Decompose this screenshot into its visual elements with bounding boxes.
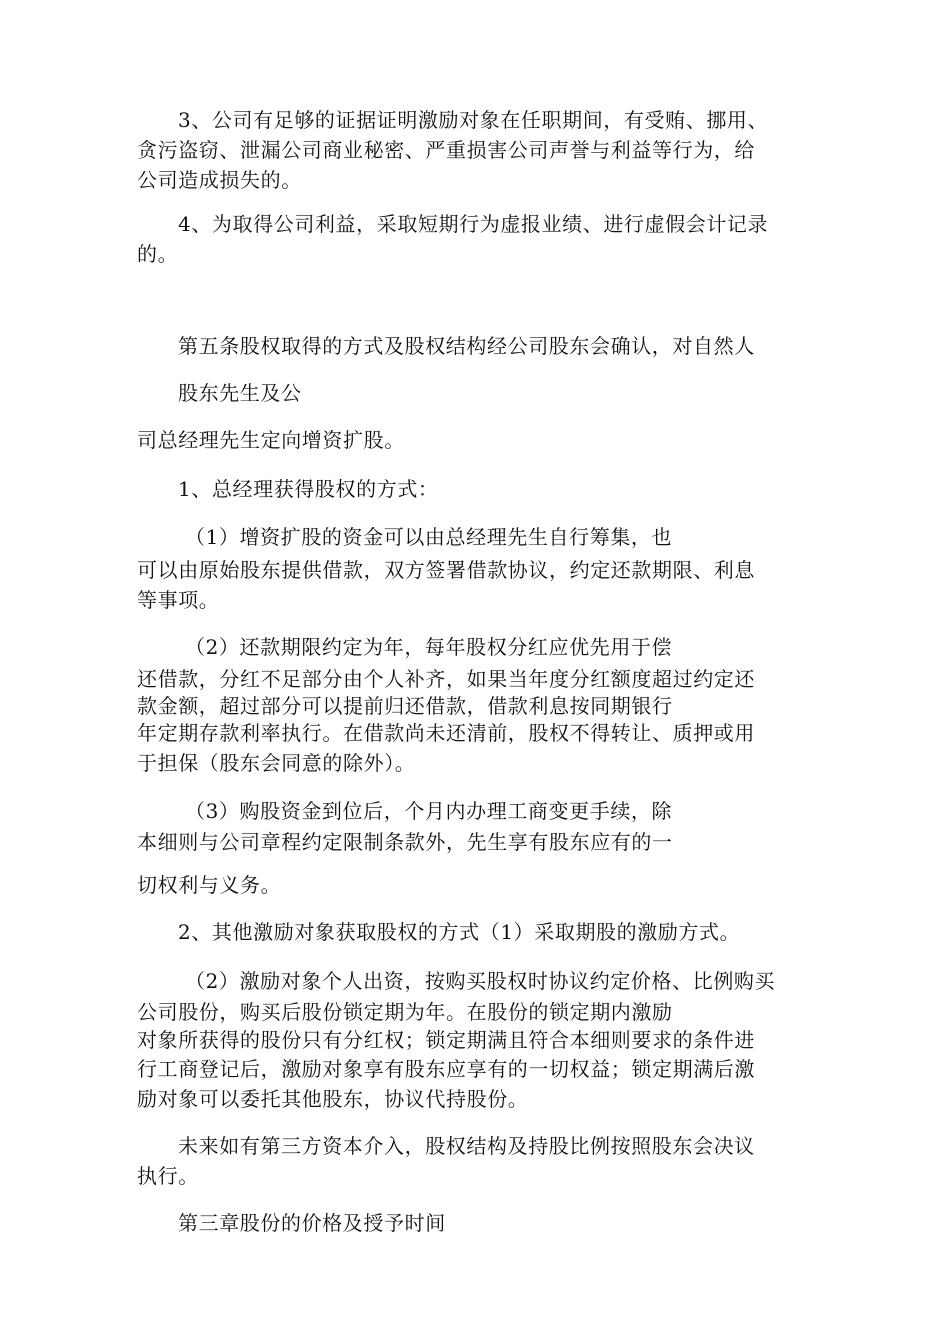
line-10: （1）增资扩股的资金可以由总经理先生自行筹集，也: [185, 525, 673, 549]
line-6: 第五条股权取得的方式及股权结构经公司股东会确认，对自然人: [178, 334, 755, 358]
line-15: 款金额，超过部分可以提前归还借款，借款利息按同期银行: [137, 694, 673, 718]
line-16: 年定期存款利率执行。在借款尚未还清前，股权不得转让、质押或用: [137, 721, 755, 745]
line-1: 3、公司有足够的证据证明激励对象在任职期间，有受贿、挪用、: [178, 108, 769, 132]
line-23: 公司股份，购买后股份锁定期为年。在股份的锁定期内激励: [137, 1000, 673, 1024]
line-25: 行工商登记后，激励对象享有股东应享有的一切权益；锁定期满后激: [137, 1057, 755, 1081]
line-21: 2、其他激励对象获取股权的方式（1）采取期股的激励方式。: [178, 920, 741, 944]
line-19: 本细则与公司章程约定限制条款外，先生享有股东应有的一: [137, 830, 673, 854]
line-26: 励对象可以委托其他股东，协议代持股份。: [137, 1087, 529, 1111]
line-8: 司总经理先生定向增资扩股。: [137, 428, 405, 452]
line-12: 等事项。: [137, 588, 220, 612]
line-18: （3）购股资金到位后，个月内办理工商变更手续，除: [185, 799, 673, 823]
line-29: 第三章股份的价格及授予时间: [178, 1211, 446, 1235]
line-9: 1、总经理获得股权的方式：: [178, 477, 439, 501]
line-5: 的。: [137, 242, 179, 266]
line-22: （2）激励对象个人出资，按购买股权时协议约定价格、比例购买: [185, 969, 776, 993]
line-4: 4、为取得公司利益，采取短期行为虚报业绩、进行虚假会计记录: [178, 212, 769, 236]
line-28: 执行。: [137, 1164, 199, 1188]
line-17: 于担保（股东会同意的除外）。: [137, 751, 416, 775]
line-14: 还借款，分红不足部分由个人补齐，如果当年度分红额度超过约定还: [137, 667, 755, 691]
line-7: 股东先生及公: [178, 381, 302, 405]
line-2: 贪污盗窃、泄漏公司商业秘密、严重损害公司声誉与利益等行为，给: [137, 138, 755, 162]
line-13: （2）还款期限约定为年，每年股权分红应优先用于偿: [185, 635, 673, 659]
line-3: 公司造成损失的。: [137, 168, 302, 192]
line-27: 未来如有第三方资本介入，股权结构及持股比例按照股东会决议: [178, 1134, 755, 1158]
line-20: 切权利与义务。: [137, 873, 282, 897]
line-11: 可以由原始股东提供借款，双方签署借款协议，约定还款期限、利息: [137, 558, 755, 582]
line-24: 对象所获得的股份只有分红权；锁定期满且符合本细则要求的条件进: [137, 1028, 755, 1052]
